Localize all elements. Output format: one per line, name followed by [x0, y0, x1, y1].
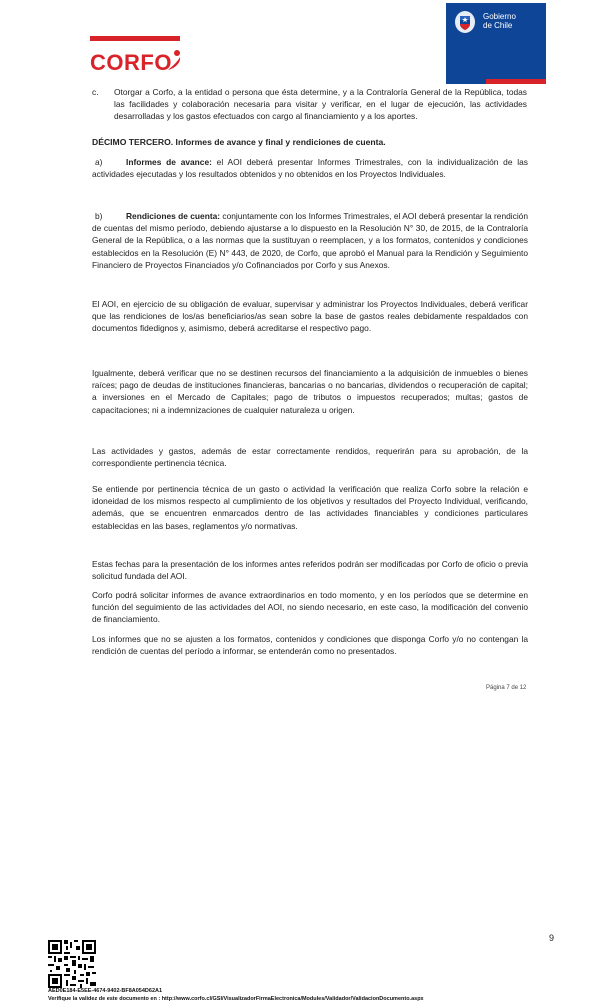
page-number: 9 [549, 933, 555, 943]
paragraph-3: Las actividades y gastos, además de estar correctamente rendidos, requerirán para su aprobación, de la correspondiente pertinencia técnica. [92, 446, 528, 469]
paragraph-1: El AOI, en ejercicio de su obligación de evaluar, supervisar y administrar los Proyectos Individuales, deberá verificar que las rendiciones de los/as beneficiarios/as sean sobre la base de gastos reales debidamente respaldados con documentos fidedignos y, asimismo, deberá acreditarse el respectivo pago. [92, 299, 528, 334]
paragraph-5: Estas fechas para la presentación de los informes antes referidos podrán ser modificadas por Corfo de oficio o previa solicitud fundada del AOI. [92, 559, 528, 582]
qr-code-icon [48, 940, 96, 988]
verification-notice: Verifique la validez de este documento en : http://www.corfo.cl/GSI/VisualizadorFirmaElectronica/Modules/Validador/ValidacionDocumento.aspx [48, 996, 424, 1002]
item-b-marker: b) [95, 211, 103, 221]
item-b-text: conjuntamente con los Informes Trimestrales, el AOI deberá presentar la rendición de cuentas del mismo período, debiendo ajustarse a lo dispuesto en la Resolución N° 30, de 2015, de la Contraloría General de la República, o a las normas que la sustituyan o reemplacen, y a los formatos, contenidos y condiciones establecidos en la Resolución (E) N° 443, de 2020, de Corfo, que aprobó el Manual para la Rendición y Seguimiento Financiero de Proyectos Financiados y/o Cofinanciados por Corfo y sus Anexos. [92, 211, 529, 270]
item-b-label: Rendiciones de cuenta: [126, 211, 221, 221]
chile-coat-of-arms-icon [452, 8, 478, 36]
item-c-text: Otorgar a Corfo, a la entidad o persona que ésta determine, y a la Contraloría General de la República, todas las facilidades y colaboración necesaria para visitar y verificar, en el lugar de ejecución, las actividades desarrolladas y los gastos efectuados con cargo al financiamiento y a los aportes. [114, 87, 527, 122]
gobierno-line-1: Gobierno [483, 12, 516, 21]
paragraph-6: Corfo podrá solicitar informes de avance extraordinarios en todo momento, y en los períodos que se determine en función del seguimiento de las actividades del AOI, no siendo necesario, en este caso, la modificación del convenio de financiamiento. [92, 590, 528, 625]
item-a-marker: a) [95, 157, 103, 167]
document-hash: AED0E184-E5EE-4674-9402-BF8A054D62A1 [48, 988, 163, 994]
paragraph-4: Se entiende por pertinencia técnica de un gasto o actividad la verificación que realiza Corfo sobre la relación e idoneidad de los mismos respecto al cumplimiento de los objetivos y resultados del Proyecto Individual, verificando, además, que se encuentren enmarcados dentro de las actividades financiables y condiciones particulares establecidas en las bases, reglamentos y/o normativas. [92, 484, 528, 531]
item-a-text: el AOI deberá presentar Informes Trimestrales, con la individualización de las actividades ejecutadas y los resultados obtenidos y no obtenidos en los Proyectos Individuales. [92, 157, 528, 180]
item-c-marker: c. [92, 87, 99, 97]
paragraph-7: Los informes que no se ajusten a los formatos, contenidos y condiciones que disponga Corfo y/o no contengan la rendición de cuentas del período a informar, se entenderán como no presentados. [92, 634, 528, 657]
gobierno-logo-blue-bar [446, 79, 486, 84]
item-a-label: Informes de avance: [126, 157, 212, 167]
corfo-logo: CORFO [90, 50, 172, 75]
item-a-paragraph [92, 156, 528, 180]
section-heading: DÉCIMO TERCERO. Informes de avance y final y rendiciones de cuenta. [92, 137, 386, 147]
gobierno-line-2: de Chile [483, 21, 513, 30]
item-b-paragraph [92, 210, 528, 271]
gobierno-logo-text [483, 12, 543, 30]
corfo-logo-bar [90, 36, 180, 41]
paragraph-2: Igualmente, deberá verificar que no se destinen recursos del financiamiento a la adquisición de inmuebles o bienes raíces; pago de deudas de instituciones financieras, bancarias o no bancarias, dividendos o recuperación de capital; a inversiones en el Mercado de Capitales; pago de tributos o impuestos recuperados; multas; gastos de capacitaciones; ni a indemnizaciones de cualquier naturaleza u origen. [92, 368, 528, 415]
page-label: Página 7 de 12 [486, 685, 527, 691]
corfo-swoosh-icon [164, 48, 184, 72]
